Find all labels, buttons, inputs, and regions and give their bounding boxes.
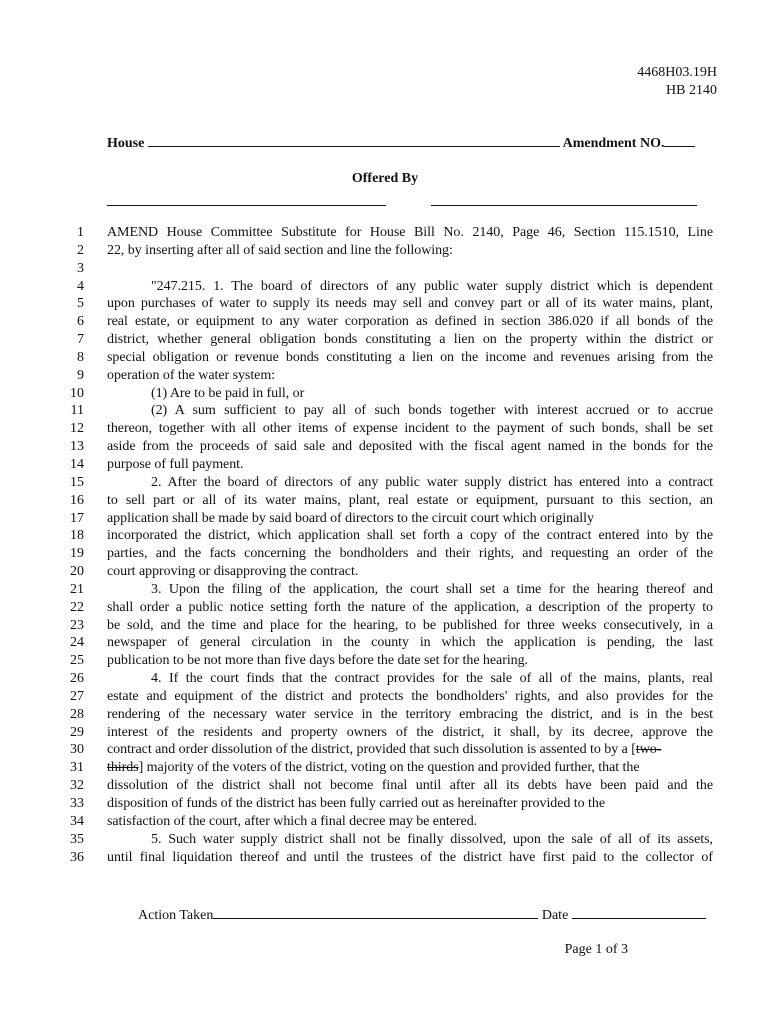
- amendment-number-blank: [664, 134, 695, 147]
- line-text: [107, 724, 713, 742]
- numbered-line: [0, 385, 770, 403]
- line-number: 3: [77, 260, 84, 276]
- line-text: [107, 581, 713, 599]
- numbered-line: [0, 260, 770, 278]
- line-text-content: AMEND House Committee Substitute for House Bill No. 2140, Page 46, Section 115.1510, Line: [107, 225, 713, 240]
- line-text-content: upon purchases of water to supply its needs may sell and convey part or all of its water mains, plant,: [107, 296, 713, 312]
- line-text-content: 22, by inserting after all of said section and line the following:: [107, 242, 453, 258]
- line-text: [107, 670, 713, 688]
- line-number: 19: [70, 546, 84, 562]
- numbered-line: [0, 581, 770, 599]
- line-number: 34: [70, 813, 84, 829]
- house-amendment-line: [107, 134, 713, 152]
- struck-text: thirds: [107, 760, 139, 776]
- line-text: [107, 438, 713, 456]
- numbered-line: [0, 795, 770, 813]
- line-number: 5: [77, 296, 84, 312]
- numbered-line: [0, 652, 770, 670]
- numbered-text-body: [0, 224, 770, 866]
- numbered-line: [0, 688, 770, 706]
- line-number: 36: [70, 849, 84, 865]
- bill-number: HB 2140: [666, 83, 717, 98]
- line-number: 29: [70, 724, 84, 740]
- line-text-content: thereon, together with all other items of expense incident to the payment of such bonds, shall be set: [107, 421, 713, 437]
- numbered-line: [0, 456, 770, 474]
- line-text-content: (1) Are to be paid in full, or: [151, 385, 305, 401]
- line-text: [107, 777, 713, 795]
- numbered-line: [0, 278, 770, 296]
- numbered-line: [0, 510, 770, 528]
- line-text-content: satisfaction of the court, after which a final decree may be entered.: [107, 813, 478, 829]
- line-text: [107, 527, 713, 545]
- line-text-content: purpose of full payment.: [107, 456, 244, 472]
- line-number: 35: [70, 831, 84, 847]
- signature-line-right: [431, 205, 697, 206]
- line-text-content: dissolution of the district shall not become final until after all its debts have been paid and the: [107, 778, 713, 794]
- line-text: [107, 849, 713, 867]
- numbered-line: [0, 670, 770, 688]
- line-text: [107, 599, 713, 617]
- line-text-content: newspaper of general circulation in the county in which the application is pending, the last: [107, 635, 713, 651]
- numbered-line: [0, 741, 770, 759]
- line-text: [107, 759, 713, 777]
- numbered-line: [0, 349, 770, 367]
- line-text-content: publication to be not more than five days before the date set for the hearing.: [107, 653, 529, 669]
- line-text: [107, 420, 713, 438]
- offered-by-signature-lines: [107, 205, 697, 206]
- line-text: [107, 492, 713, 510]
- line-number: 14: [70, 456, 84, 472]
- offered-by-heading: Offered By: [351, 171, 419, 186]
- line-number: 7: [77, 332, 84, 348]
- numbered-line: [0, 813, 770, 831]
- numbered-line: [0, 759, 770, 777]
- line-text: [107, 545, 713, 563]
- line-text: [107, 278, 713, 296]
- line-text-content: special obligation or revenue bonds constituting a lien on the income and revenues arising from the: [107, 349, 713, 365]
- numbered-line: [0, 331, 770, 349]
- line-number: 24: [70, 635, 84, 651]
- line-text-content: shall order a public notice setting forth the nature of the application, a description of the property to: [107, 599, 713, 615]
- line-number: 12: [70, 421, 84, 437]
- line-text-content: interest of the residents and property owners of the district, it shall, by its decree, approve the: [107, 724, 713, 740]
- line-text-content: to sell part or all of its water mains, plant, real estate or equipment, pursuant to this section, an: [107, 492, 713, 508]
- line-number: 16: [70, 492, 84, 508]
- house-label: House: [107, 136, 145, 151]
- numbered-line: [0, 313, 770, 331]
- numbered-line: [0, 420, 770, 438]
- line-text: [107, 331, 713, 349]
- numbered-line: [0, 402, 770, 420]
- date-blank: [572, 906, 706, 919]
- signature-line-left: [107, 205, 386, 206]
- line-text-content: "247.215. 1. The board of directors of any public water supply district which is dependent: [151, 278, 713, 294]
- line-number: 10: [70, 385, 84, 401]
- line-text-content: district, whether general obligation bonds constituting a lien on the property within the district or: [107, 332, 713, 348]
- line-number: 6: [77, 314, 84, 330]
- line-text: [107, 706, 713, 724]
- line-text: [107, 813, 713, 831]
- line-number: 26: [70, 671, 84, 687]
- line-text-content: contract and order dissolution of the district, provided that such dissolution is assented to by a [: [107, 742, 636, 758]
- action-taken-blank: [213, 906, 538, 919]
- numbered-line: [0, 599, 770, 617]
- date-label: Date: [541, 908, 569, 923]
- line-text: [107, 634, 713, 652]
- line-text-content: be sold, and the time and place for the hearing, to be published for three weeks consecutively, in a: [107, 617, 713, 633]
- line-number: 31: [70, 760, 84, 776]
- line-text-content: 3. Upon the filing of the application, the court shall set a time for the hearing thereof and: [151, 581, 713, 597]
- action-taken-label: Action Taken: [138, 908, 214, 923]
- numbered-line: [0, 242, 770, 260]
- line-number: 9: [77, 367, 84, 383]
- numbered-line: [0, 724, 770, 742]
- numbered-line: [0, 849, 770, 867]
- numbered-line: [0, 438, 770, 456]
- numbered-line: [0, 492, 770, 510]
- line-number: 4: [77, 278, 84, 294]
- numbered-line: [0, 527, 770, 545]
- line-text: [107, 474, 713, 492]
- numbered-line: [0, 777, 770, 795]
- line-number: 2: [77, 242, 84, 258]
- numbered-line: [0, 367, 770, 385]
- numbered-line: [0, 634, 770, 652]
- line-number: 8: [77, 349, 84, 365]
- numbered-line: [0, 831, 770, 849]
- line-number: 18: [70, 528, 84, 544]
- line-text: [107, 242, 713, 260]
- line-text: [107, 741, 713, 759]
- numbered-line: [0, 706, 770, 724]
- numbered-line: [0, 295, 770, 313]
- line-number: 32: [70, 778, 84, 794]
- line-number: 22: [70, 599, 84, 615]
- numbered-line: [0, 224, 770, 242]
- line-number: 33: [70, 796, 84, 811]
- line-text: [107, 402, 713, 420]
- line-text-content: application shall be made by said board of directors to the circuit court which originally: [107, 510, 594, 526]
- line-text: [107, 295, 713, 313]
- line-text-content: rendering of the necessary water service in the territory embracing the district, and is in the best: [107, 706, 713, 722]
- line-text-content: until final liquidation thereof and until the trustees of the district have first paid to the collector of: [107, 849, 713, 865]
- line-number: 30: [70, 742, 84, 758]
- line-number: 23: [70, 617, 84, 633]
- numbered-line: [0, 617, 770, 635]
- numbered-line: [0, 474, 770, 492]
- line-number: 21: [70, 581, 84, 597]
- amendment-label: Amendment NO.: [562, 136, 665, 151]
- line-text-content: 5. Such water supply district shall not be finally dissolved, upon the sale of all of its assets,: [151, 831, 713, 847]
- line-text-content: real estate, or equipment to any water corporation as defined in section 386.020 if all bonds of the: [107, 314, 713, 330]
- line-number: 17: [70, 510, 84, 526]
- document-header: [637, 64, 717, 100]
- house-blank: [148, 134, 560, 147]
- line-text-content: aside from the proceeds of said sale and deposited with the fiscal agent named in the bonds for the: [107, 439, 713, 455]
- line-text: [107, 224, 713, 242]
- line-text-content: parties, and the facts concerning the bondholders and their rights, and requesting an order of the: [107, 546, 713, 562]
- line-text-content: disposition of funds of the district has been fully carried out as hereinafter provided to the: [107, 796, 605, 811]
- action-taken-line: [138, 906, 706, 924]
- line-text: [107, 831, 713, 849]
- line-number: 13: [70, 439, 84, 455]
- line-number: 25: [70, 653, 84, 669]
- line-text: [107, 617, 713, 635]
- line-text: [107, 688, 713, 706]
- line-text: [107, 456, 713, 474]
- line-text: [107, 313, 713, 331]
- line-number: 20: [70, 564, 84, 580]
- line-text: [107, 349, 713, 367]
- numbered-line: [0, 545, 770, 563]
- line-number: 1: [77, 225, 84, 240]
- line-text: [107, 563, 713, 581]
- line-text-content: 2. After the board of directors of any public water supply district has entered into a contract: [151, 474, 713, 490]
- line-text-content: court approving or disapproving the contract.: [107, 564, 359, 580]
- line-text: [107, 385, 713, 403]
- struck-text: two-: [635, 742, 662, 758]
- line-text: [107, 367, 713, 385]
- document-code: 4468H03.19H: [637, 65, 717, 80]
- line-text: [107, 795, 713, 813]
- line-text: [107, 652, 713, 670]
- line-text: [107, 510, 713, 528]
- line-text-content: 4. If the court finds that the contract provides for the sale of all of the mains, plants, real: [151, 671, 713, 687]
- line-number: 28: [70, 706, 84, 722]
- line-number: 11: [70, 403, 84, 419]
- line-text-content: ] majority of the voters of the district, voting on the question and provided further, that the: [138, 760, 640, 776]
- line-number: 15: [70, 474, 84, 490]
- numbered-line: [0, 563, 770, 581]
- page-number: Page 1 of 3: [564, 942, 628, 957]
- line-number: 27: [70, 688, 84, 704]
- line-text-content: incorporated the district, which application shall set forth a copy of the contract entered into by the: [107, 528, 713, 544]
- line-text-content: operation of the water system:: [107, 367, 276, 383]
- line-text-content: estate and equipment of the district and protects the bondholders' rights, and also provides for the: [107, 688, 713, 704]
- line-text-content: (2) A sum sufficient to pay all of such bonds together with interest accrued or to accrue: [151, 403, 713, 419]
